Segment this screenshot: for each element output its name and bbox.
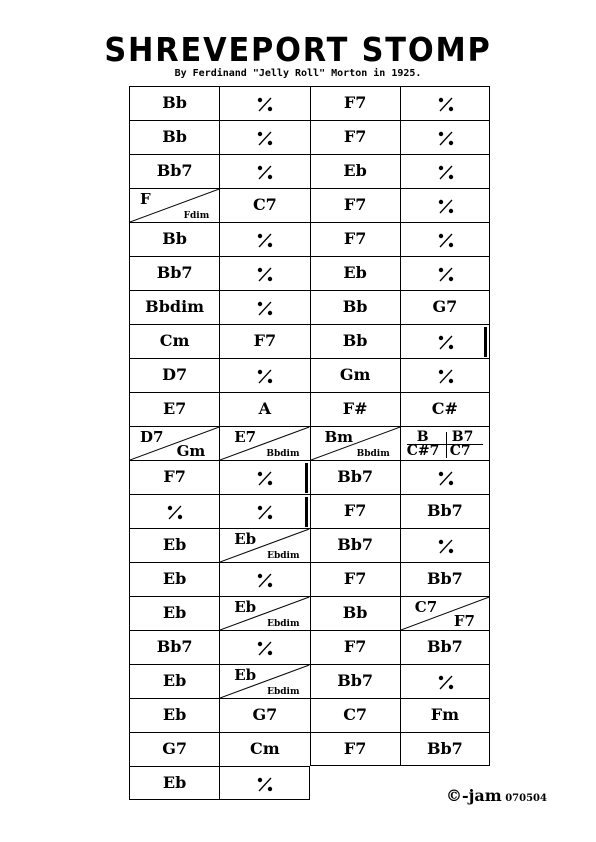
repeat-measure-icon	[255, 298, 275, 318]
repeat-cell	[219, 290, 309, 324]
chord-label: F7	[343, 739, 367, 758]
repeat-cell	[400, 324, 490, 358]
chord-cell	[310, 188, 400, 222]
repeat-measure-icon	[255, 570, 275, 590]
chord-cell	[400, 494, 490, 528]
chart-row	[129, 460, 490, 494]
chord-label: Bb	[342, 331, 368, 350]
chord-label-first: Eb	[234, 666, 257, 684]
chord-cell	[129, 256, 219, 290]
chord-label: Bbdim	[145, 297, 205, 316]
chord-label-second: F7	[453, 612, 475, 630]
chord-cell	[129, 154, 219, 188]
repeat-bar	[484, 327, 487, 357]
repeat-measure-icon	[255, 162, 275, 182]
chord-label: Bb7	[156, 263, 193, 282]
repeat-measure-icon	[436, 332, 456, 352]
chord-label-first: Eb	[234, 598, 257, 616]
chord-cell	[400, 732, 490, 766]
chord-cell	[310, 460, 400, 494]
repeat-cell	[400, 664, 490, 698]
chord-label: F7	[343, 569, 367, 588]
chord-label: Bb7	[426, 739, 463, 758]
repeat-cell	[400, 86, 490, 120]
chord-label: Cm	[250, 739, 280, 758]
chord-label: F7	[163, 467, 186, 486]
chord-label: A	[258, 399, 272, 418]
repeat-measure-icon	[436, 196, 456, 216]
chord-label: Bb	[162, 229, 187, 248]
repeat-cell	[400, 154, 490, 188]
chord-label: Gm	[339, 365, 371, 384]
chord-label-second: Ebdim	[267, 619, 300, 629]
chord-label: Eb	[162, 773, 187, 792]
repeat-measure-icon	[255, 128, 275, 148]
chart-row	[129, 766, 490, 800]
chart-row	[129, 528, 490, 562]
repeat-measure-icon	[436, 230, 456, 250]
chord-label: Bb7	[156, 161, 193, 180]
quad-chord-label: B	[416, 429, 429, 445]
chord-label: Bb	[162, 93, 187, 112]
chord-cell	[129, 698, 219, 732]
chart-row	[129, 222, 490, 256]
chord-cell	[310, 698, 400, 732]
chord-label: Bb7	[337, 535, 374, 554]
repeat-measure-icon	[436, 536, 456, 556]
chart-row	[129, 358, 490, 392]
chord-label-second: Ebdim	[267, 687, 300, 697]
chord-label: Bb7	[337, 467, 374, 486]
repeat-measure-icon	[436, 264, 456, 284]
repeat-cell	[219, 154, 309, 188]
chart-row	[129, 154, 490, 188]
chord-cell	[310, 358, 400, 392]
repeat-measure-icon	[255, 468, 275, 488]
chord-label: F#	[342, 399, 368, 418]
chord-label: G7	[432, 297, 458, 316]
chart-row	[129, 426, 490, 460]
chord-label: C7	[343, 705, 368, 724]
split-chord-cell	[219, 426, 309, 460]
chord-cell	[400, 290, 490, 324]
repeat-cell	[219, 766, 309, 800]
chord-cell	[219, 392, 309, 426]
chord-label: Bb	[342, 297, 368, 316]
song-title: SHREVEPORT STOMP	[104, 30, 492, 69]
chord-label: Fm	[430, 705, 460, 724]
chart-row	[129, 86, 490, 120]
chord-chart-grid	[129, 86, 490, 800]
repeat-cell	[129, 494, 219, 528]
split-chord-cell	[400, 596, 490, 630]
chart-row	[129, 664, 490, 698]
repeat-measure-icon	[436, 94, 456, 114]
repeat-measure-icon	[436, 468, 456, 488]
repeat-measure-icon	[255, 502, 275, 522]
chord-label: F7	[343, 229, 367, 248]
chord-label-second: Bbdim	[266, 449, 300, 459]
repeat-cell	[400, 358, 490, 392]
chord-label: Eb	[162, 535, 187, 554]
repeat-cell	[219, 358, 309, 392]
repeat-bar	[305, 463, 308, 493]
chord-label: Eb	[343, 263, 367, 282]
song-subtitle: By Ferdinand "Jelly Roll" Morton in 1925.	[174, 68, 422, 79]
chart-row	[129, 256, 490, 290]
chord-cell	[310, 120, 400, 154]
repeat-cell	[400, 120, 490, 154]
chord-label: Bb7	[337, 671, 374, 690]
empty-cell	[310, 766, 400, 800]
repeat-measure-icon	[255, 94, 275, 114]
repeat-measure-icon	[255, 366, 275, 386]
repeat-measure-icon	[255, 264, 275, 284]
chart-row	[129, 290, 490, 324]
copyright-logo: ©-jam	[446, 786, 502, 805]
repeat-bar	[305, 497, 308, 527]
chord-cell	[129, 528, 219, 562]
chart-row	[129, 562, 490, 596]
quad-divider-vertical	[446, 432, 447, 458]
chord-label: Eb	[162, 671, 187, 690]
chord-cell	[129, 392, 219, 426]
repeat-cell	[219, 494, 309, 528]
chord-cell	[310, 324, 400, 358]
chord-label: C7	[252, 195, 277, 214]
chord-cell	[129, 86, 219, 120]
chord-label: Eb	[162, 705, 187, 724]
chord-cell	[129, 358, 219, 392]
chord-cell	[310, 392, 400, 426]
chord-cell	[219, 324, 309, 358]
chord-label-first: D7	[140, 428, 164, 446]
chart-row	[129, 732, 490, 766]
chord-label: Bb7	[426, 569, 463, 588]
chord-label: E7	[162, 399, 187, 418]
quad-chord-label: C7	[449, 443, 471, 459]
quad-chord-cell	[400, 426, 490, 460]
footer	[446, 786, 547, 805]
chord-label-first: Eb	[234, 530, 257, 548]
chord-cell	[310, 562, 400, 596]
chord-label: C#	[431, 399, 458, 418]
chord-cell	[219, 732, 309, 766]
chord-cell	[310, 86, 400, 120]
chord-label-second: Fdim	[183, 211, 210, 221]
split-chord-cell	[219, 596, 309, 630]
chart-row	[129, 494, 490, 528]
chart-row	[129, 698, 490, 732]
chord-label: Bb7	[426, 501, 463, 520]
chord-label: Bb	[162, 127, 187, 146]
chord-cell	[129, 630, 219, 664]
chord-cell	[129, 460, 219, 494]
repeat-cell	[400, 222, 490, 256]
quad-chord-label: C#7	[406, 443, 440, 459]
split-chord-cell	[129, 426, 219, 460]
chord-cell	[310, 290, 400, 324]
repeat-measure-icon	[436, 162, 456, 182]
chart-row	[129, 630, 490, 664]
repeat-cell	[219, 630, 309, 664]
repeat-measure-icon	[436, 366, 456, 386]
chart-row	[129, 596, 490, 630]
chart-row	[129, 324, 490, 358]
repeat-cell	[400, 528, 490, 562]
chord-cell	[400, 630, 490, 664]
chord-cell	[310, 630, 400, 664]
chord-label-first: E7	[234, 428, 257, 446]
chart-row	[129, 392, 490, 426]
chord-cell	[310, 664, 400, 698]
repeat-cell	[400, 460, 490, 494]
chord-label: F7	[343, 501, 367, 520]
chord-cell	[310, 494, 400, 528]
chord-cell	[129, 120, 219, 154]
chord-label-first: F	[140, 190, 151, 208]
chord-label: F7	[253, 331, 277, 350]
chord-cell	[129, 290, 219, 324]
repeat-cell	[219, 120, 309, 154]
repeat-measure-icon	[255, 230, 275, 250]
chord-cell	[310, 222, 400, 256]
chord-cell	[400, 562, 490, 596]
chord-cell	[129, 766, 219, 800]
chord-label: Eb	[162, 569, 187, 588]
chord-label: F7	[343, 195, 367, 214]
chord-label: F7	[343, 127, 367, 146]
chord-cell	[129, 562, 219, 596]
chord-cell	[400, 698, 490, 732]
chord-label: F7	[343, 93, 367, 112]
chord-label: Bb7	[426, 637, 463, 656]
chord-cell	[310, 596, 400, 630]
repeat-measure-icon	[165, 502, 185, 522]
chart-row	[129, 188, 490, 222]
quad-chord-label: B7	[451, 429, 474, 445]
repeat-measure-icon	[255, 638, 275, 658]
chord-label: Eb	[343, 161, 367, 180]
repeat-cell	[400, 188, 490, 222]
repeat-cell	[219, 460, 309, 494]
chord-cell	[129, 732, 219, 766]
chord-cell	[310, 256, 400, 290]
chord-label: G7	[252, 705, 278, 724]
split-chord-cell	[310, 426, 400, 460]
repeat-measure-icon	[436, 128, 456, 148]
chord-cell	[219, 188, 309, 222]
chord-label-first: C7	[414, 598, 438, 616]
chord-label: F7	[343, 637, 367, 656]
chord-label-second: Ebdim	[267, 551, 300, 561]
split-chord-cell	[219, 528, 309, 562]
split-chord-cell	[219, 664, 309, 698]
chord-cell	[129, 596, 219, 630]
chord-cell	[400, 392, 490, 426]
chord-cell	[129, 324, 219, 358]
chord-label: G7	[162, 739, 188, 758]
chord-cell	[129, 222, 219, 256]
chart-row	[129, 120, 490, 154]
chord-label: D7	[162, 365, 188, 384]
chord-cell	[310, 528, 400, 562]
footer-code: 070504	[505, 793, 547, 804]
repeat-cell	[219, 86, 309, 120]
chord-label-second: Bbdim	[356, 449, 390, 459]
split-chord-cell	[129, 188, 219, 222]
chord-label: Eb	[162, 603, 187, 622]
repeat-measure-icon	[436, 672, 456, 692]
chord-cell	[129, 664, 219, 698]
repeat-cell	[219, 562, 309, 596]
chord-label: Bb	[342, 603, 368, 622]
chord-label-first: Bm	[324, 428, 354, 446]
chord-label: Cm	[159, 331, 190, 350]
chord-label-second: Gm	[176, 442, 206, 460]
chord-cell	[310, 154, 400, 188]
chord-cell	[219, 698, 309, 732]
repeat-cell	[400, 256, 490, 290]
repeat-cell	[219, 222, 309, 256]
chord-label: Bb7	[156, 637, 193, 656]
repeat-cell	[219, 256, 309, 290]
chord-cell	[310, 732, 400, 766]
repeat-measure-icon	[255, 774, 275, 794]
